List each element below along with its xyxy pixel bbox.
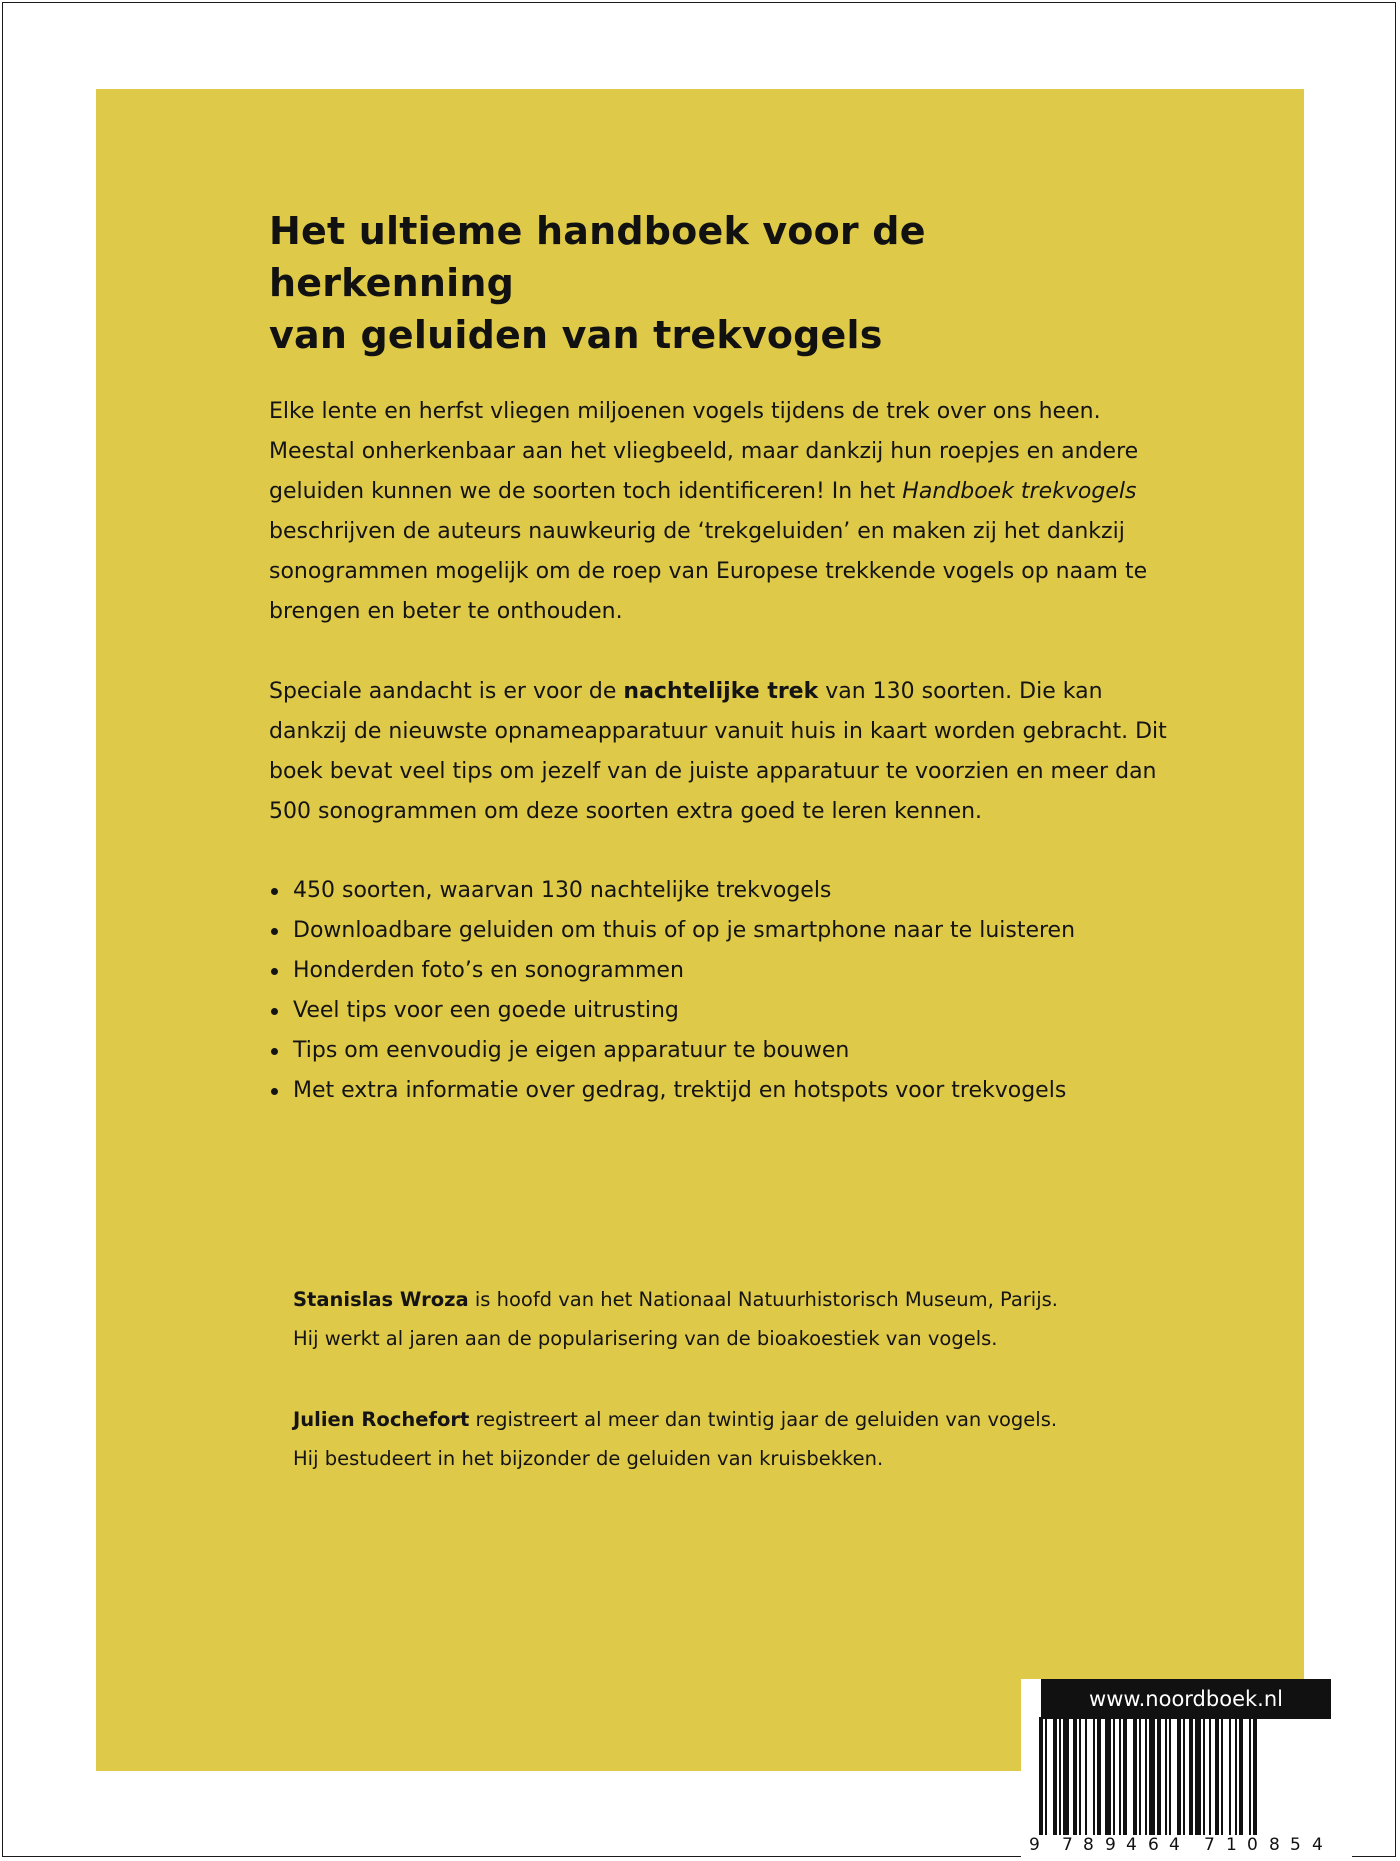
barcode-bar (1209, 1717, 1211, 1835)
barcode-bar (1169, 1717, 1171, 1835)
barcode-bar (1039, 1717, 1043, 1835)
barcode-bar (1249, 1717, 1251, 1835)
barcode-bar (1215, 1717, 1219, 1835)
isbn-digit: 8 (1083, 1835, 1094, 1855)
barcode-bar (1157, 1717, 1161, 1835)
feature-item: Veel tips voor een goede uitrusting (269, 991, 1169, 1031)
author-bio-rochefort (293, 1400, 1173, 1478)
isbn-digit: 8 (1269, 1835, 1280, 1855)
book-title-italic: Handboek trekvogels (902, 479, 1137, 504)
website-bar (1041, 1679, 1331, 1719)
isbn-digit: 4 (1312, 1835, 1323, 1855)
isbn-digit: 7 (1062, 1835, 1073, 1855)
barcode-bar (1059, 1717, 1061, 1835)
barcode-bar (1119, 1717, 1121, 1835)
barcode-bar (1053, 1717, 1057, 1835)
author-bio-line-1: registreert al meer dan twintig jaar de geluiden van vogels. (469, 1408, 1058, 1431)
website-url: www.noordboek.nl (1089, 1687, 1283, 1711)
barcode-bar (1079, 1717, 1081, 1835)
night-migration-paragraph (269, 672, 1169, 832)
barcode-bar (1145, 1717, 1147, 1835)
feature-item: Tips om eenvoudig je eigen apparatuur te bouwen (269, 1031, 1169, 1071)
isbn-digits (1029, 1835, 1349, 1857)
isbn-digit: 6 (1148, 1835, 1159, 1855)
isbn-digit: 5 (1290, 1835, 1301, 1855)
barcode-bar (1221, 1717, 1223, 1835)
isbn-digit: 1 (1226, 1835, 1237, 1855)
night-text-2: van 130 soorten. Die kan dankzij de nieuwste opnameapparatuur vanuit huis in kaart worden gebracht. Dit boek bevat veel tips om jezelf van de juiste apparatuur te voorzien en meer dan 500 sonogrammen om deze soorten extra goed te leren kennen. (269, 679, 1167, 824)
feature-list (269, 871, 1169, 1111)
barcode-bar (1045, 1717, 1047, 1835)
isbn-digit: 9 (1029, 1835, 1040, 1855)
barcode-bar (1203, 1717, 1205, 1835)
author-bio-line-2: Hij werkt al jaren aan de popularisering van de bioakoestiek van vogels. (293, 1327, 998, 1350)
barcode-bar (1235, 1717, 1237, 1835)
barcode-bar (1113, 1717, 1115, 1835)
feature-item: 450 soorten, waarvan 130 nachtelijke trekvogels (269, 871, 1169, 911)
barcode-bar (1165, 1717, 1167, 1835)
isbn-digit: 4 (1126, 1835, 1137, 1855)
barcode-bar (1253, 1717, 1257, 1835)
night-migration-bold: nachtelijke trek (623, 679, 819, 704)
feature-item: Met extra informatie over gedrag, trektijd en hotspots voor trekvogels (269, 1071, 1169, 1111)
barcode-bar (1085, 1717, 1087, 1835)
barcode-bar (1097, 1717, 1101, 1835)
feature-item: Honderden foto’s en sonogrammen (269, 951, 1169, 991)
barcode-bar (1123, 1717, 1127, 1835)
barcode-bar (1073, 1717, 1077, 1835)
book-back-cover (96, 89, 1323, 1855)
barcode-bar (1177, 1717, 1181, 1835)
barcode-bar (1183, 1717, 1185, 1835)
barcode-panel (1021, 1679, 1352, 1860)
author-name: Julien Rochefort (293, 1408, 470, 1431)
barcode-bar (1139, 1717, 1141, 1835)
isbn-digit: 7 (1204, 1835, 1215, 1855)
isbn-digit: 9 (1105, 1835, 1116, 1855)
barcode-bar (1063, 1717, 1069, 1835)
author-name: Stanislas Wroza (293, 1288, 469, 1311)
night-text-1: Speciale aandacht is er voor de (269, 679, 624, 704)
barcode-bar (1133, 1717, 1137, 1835)
author-bio-line-1: is hoofd van het Nationaal Natuurhistorisch Museum, Parijs. (468, 1288, 1059, 1311)
barcode-bar (1105, 1717, 1111, 1835)
barcode-bar (1229, 1717, 1231, 1835)
feature-item: Downloadbare geluiden om thuis of op je smartphone naar te luisteren (269, 911, 1169, 951)
barcode-bar (1189, 1717, 1193, 1835)
cover-title (269, 205, 1169, 361)
intro-paragraph (269, 392, 1169, 632)
isbn-digit: 4 (1169, 1835, 1180, 1855)
barcode-bar (1149, 1717, 1155, 1835)
isbn-digit: 0 (1247, 1835, 1258, 1855)
barcode-bar (1093, 1717, 1095, 1835)
cover-title-line-1: Het ultieme handboek voor de herkenning (269, 209, 926, 305)
author-bio-line-2: Hij bestudeert in het bijzonder de geluiden van kruisbekken. (293, 1447, 884, 1470)
author-bio-wroza (293, 1280, 1173, 1358)
intro-text-1: Elke lente en herfst vliegen miljoenen vogels tijdens de trek over ons heen. Meestal onherkenbaar aan het vliegbeeld, maar dankzij hun roepjes en andere geluiden kunnen we de soorten toch identificeren! In het (269, 399, 1139, 504)
intro-text-2: beschrijven de auteurs nauwkeurig de ‘trekgeluiden’ en maken zij het dankzij sonogrammen mogelijk om de roep van Europese trekkende vogels op naam te brengen en beter te onthouden. (269, 519, 1148, 624)
barcode-bar (1239, 1717, 1243, 1835)
cover-title-line-2: van geluiden van trekvogels (269, 313, 883, 357)
barcode-bar (1195, 1717, 1201, 1835)
